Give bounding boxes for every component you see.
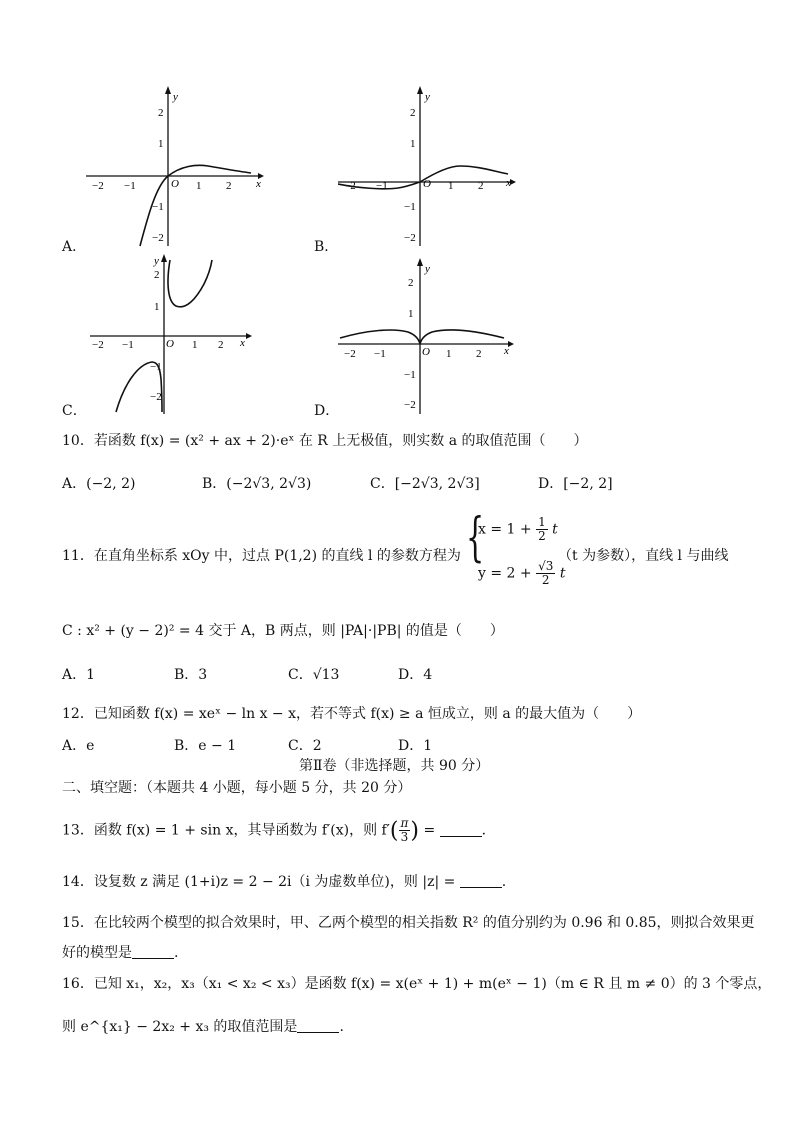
axis-x-label: x xyxy=(256,178,261,190)
answer-blank[interactable] xyxy=(132,944,174,959)
q16-line1: 16．已知 x₁，x₂，x₃（x₁ < x₂ < x₃）是函数 f(x) = x(eˣ + 1) + m(eˣ − 1)（m ∈ R 且 m ≠ 0）的 3 个零点， xyxy=(62,976,772,992)
q10-option-b: B．(−2√3, 2√3) xyxy=(202,476,312,492)
tick-y: −1 xyxy=(150,361,162,373)
tick-x: −2 xyxy=(344,180,356,192)
q10-stem: 10．若函数 f(x) = (x² + ax + 2)·eˣ 在 R 上无极值，则实数 a 的取值范围（ ） xyxy=(62,433,588,449)
tick-y: −2 xyxy=(152,232,164,244)
q13-stem: 13．函数 f(x) = 1 + sin x，其导函数为 f′(x)，则 f′( $\frac{\pi}{3}$ ) = . xyxy=(62,816,487,844)
q11-stem-b: （t 为参数），直线 l 与曲线 xyxy=(558,548,729,564)
tick-y: 1 xyxy=(154,301,160,313)
q16-line2: 则 e^{x₁} − 2x₂ + x₃ 的取值范围是 . xyxy=(62,1019,344,1035)
graph-c-label: C． xyxy=(62,403,87,419)
tick-y: 2 xyxy=(158,107,164,119)
q11-stem-a: 11．在直角坐标系 xOy 中，过点 P(1,2) 的直线 l 的参数方程为 xyxy=(62,548,461,564)
axis-x-label: x xyxy=(506,177,511,189)
section-title: 第Ⅱ卷（非选择题，共 90 分） xyxy=(299,758,490,774)
q14-stem: 14．设复数 z 满足 (1+i)z = 2 − 2i（i 为虚数单位)，则 |z| = . xyxy=(62,874,507,890)
tick-x: −1 xyxy=(122,339,134,351)
origin-label: O xyxy=(422,346,430,358)
q15-line2: 好的模型是 . xyxy=(62,945,179,961)
tick-x: 1 xyxy=(448,180,454,192)
axis-x-label: x xyxy=(504,345,509,357)
q12-option-a: A．e xyxy=(62,738,95,754)
axis-y-label: y xyxy=(173,91,178,103)
q10-option-d: D．[−2, 2] xyxy=(538,476,613,492)
origin-label: O xyxy=(166,338,174,350)
tick-x: 1 xyxy=(192,339,198,351)
tick-y: −1 xyxy=(404,369,416,381)
graph-d-label: D． xyxy=(314,403,340,419)
tick-y: −1 xyxy=(404,201,416,213)
graph-b xyxy=(338,86,518,252)
brace: { xyxy=(466,508,485,568)
tick-x: −1 xyxy=(374,348,386,360)
tick-y: 2 xyxy=(410,107,416,119)
graph-b-label: B． xyxy=(314,239,339,255)
tick-x: −1 xyxy=(376,180,388,192)
q11-option-c: C．√13 xyxy=(288,667,340,683)
origin-label: O xyxy=(171,178,179,190)
q11-option-d: D．4 xyxy=(398,667,433,683)
graph-a xyxy=(86,86,266,252)
tick-x: −2 xyxy=(92,339,104,351)
tick-y: 2 xyxy=(408,277,414,289)
q11-option-b: B．3 xyxy=(174,667,208,683)
tick-y: −2 xyxy=(404,232,416,244)
tick-y: −2 xyxy=(404,399,416,411)
axis-y-label: y xyxy=(425,91,430,103)
curve-right-branch xyxy=(168,260,212,307)
axis-y-label: y xyxy=(154,255,159,267)
q10-option-c: C．[−2√3, 2√3] xyxy=(370,476,480,492)
q11-option-a: A．1 xyxy=(62,667,96,683)
q12-option-b: B．e − 1 xyxy=(174,738,237,754)
tick-y: −2 xyxy=(150,391,162,403)
axis-x-label: x xyxy=(240,337,245,349)
q15-line1: 15．在比较两个模型的拟合效果时，甲、乙两个模型的相关指数 R² 的值分别约为 0.96 和 0.85，则拟合效果更 xyxy=(62,915,755,931)
graph-c xyxy=(86,254,266,416)
tick-x: −2 xyxy=(92,180,104,192)
tick-x: 2 xyxy=(226,180,232,192)
q12-option-c: C．2 xyxy=(288,738,322,754)
q11-stem-c: C : x² + (y − 2)² = 4 交于 A，B 两点，则 |PA|·|PB| 的值是（ ） xyxy=(62,623,504,639)
q12-option-d: D．1 xyxy=(398,738,433,754)
curve xyxy=(340,330,504,344)
tick-x: −1 xyxy=(124,180,136,192)
graph-d xyxy=(338,258,518,416)
answer-blank[interactable] xyxy=(460,873,502,888)
section-heading: 二、填空题：（本题共 4 小题，每小题 5 分，共 20 分） xyxy=(62,780,412,796)
tick-y: 1 xyxy=(408,308,414,320)
q12-stem: 12．已知函数 f(x) = xeˣ − ln x − x，若不等式 f(x) ≥ a 恒成立，则 a 的最大值为（ ） xyxy=(62,706,642,722)
tick-x: 2 xyxy=(476,348,482,360)
tick-x: 1 xyxy=(196,180,202,192)
answer-blank[interactable] xyxy=(297,1018,339,1033)
q11-eq2: y = 2 + $\frac{√3}{2}$ t xyxy=(478,559,566,587)
origin-label: O xyxy=(423,178,431,190)
tick-y: 1 xyxy=(158,138,164,150)
answer-blank[interactable] xyxy=(440,822,482,837)
tick-y: 2 xyxy=(154,269,160,281)
tick-x: 2 xyxy=(478,180,484,192)
tick-x: −2 xyxy=(344,348,356,360)
q11-eq1: x = 1 + $\frac{1}{2}$ t xyxy=(478,515,558,543)
tick-x: 2 xyxy=(218,339,224,351)
graph-a-label: A． xyxy=(62,239,87,255)
tick-y: −1 xyxy=(152,201,164,213)
tick-y: 1 xyxy=(410,138,416,150)
tick-x: 1 xyxy=(446,348,452,360)
axis-y-label: y xyxy=(425,263,430,275)
q10-option-a: A．(−2, 2) xyxy=(62,476,136,492)
